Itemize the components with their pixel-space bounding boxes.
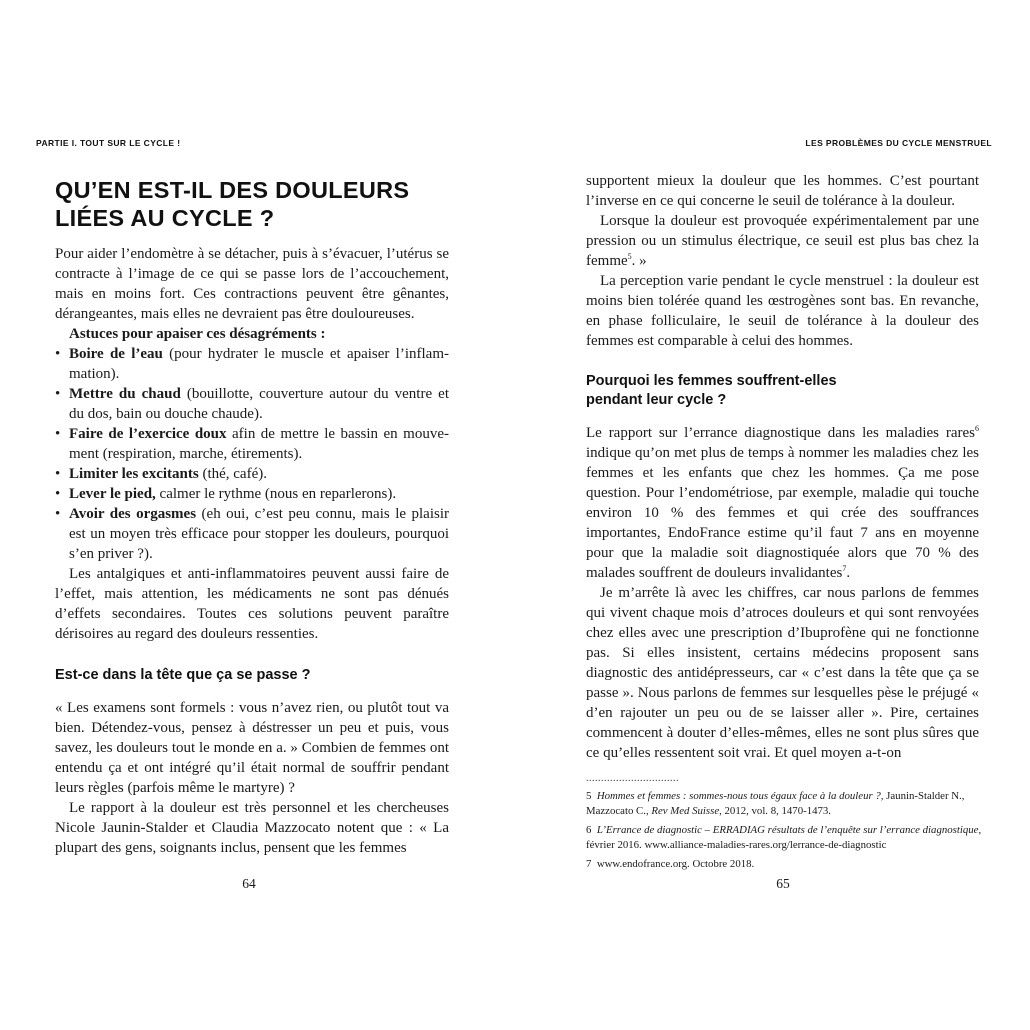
tip-bold: Limiter les excitants xyxy=(69,466,199,482)
running-head-right: LES PROBLÈMES DU CYCLE MENSTRUEL xyxy=(805,138,992,148)
footnotes xyxy=(586,775,982,877)
section-heading-line-1: Pourquoi les femmes souffrent-elles xyxy=(586,373,837,389)
tip-text: calmer le rythme (nous en reparlerons). xyxy=(155,486,397,502)
tip-text: (thé, café). xyxy=(198,466,267,482)
footnote-ref-7: 7 xyxy=(842,564,847,573)
footnote-7 xyxy=(586,857,982,872)
list-item xyxy=(55,344,449,384)
bullet-dot: • xyxy=(55,486,61,502)
bullet-dot: • xyxy=(55,466,61,482)
footnote-number: 5 xyxy=(586,790,592,802)
footnote-italic: Hommes et femmes : sommes-nous tous égaux face à la douleur ?, xyxy=(596,790,884,802)
chapter-title xyxy=(55,176,449,232)
footnote-text: , février 2016. www.alliance-maladies-rares.org/lerrance-de-diagnostic xyxy=(586,824,982,851)
footnote-italic-2: Rev Med Suisse xyxy=(651,804,720,817)
douleur-provoquee-end: . » xyxy=(631,253,647,269)
page-number-right: 65 xyxy=(776,876,790,891)
footnote-text: www.endofrance.org. Octobre 2018. xyxy=(596,858,755,870)
list-item xyxy=(55,384,449,424)
chapter-title-line-1: QU’EN EST-IL DES DOULEURS xyxy=(55,177,410,203)
examens-paragraph: « Les examens sont formels : vous n’avez rien, ou plutôt tout va bien. Détendez-vous, pensez à déstresser un peu et puis, vous savez, les douleurs tout le monde en a. » Combien de femmes ont entendu ça et ont intégré qu’il était normal de souffrir pendant leurs règles (parfois même le martyre) ? xyxy=(55,700,449,796)
bullet-dot: • xyxy=(55,346,61,362)
tip-bold: Mettre du chaud xyxy=(69,386,181,402)
tips-heading: Astuces pour apaiser ces désagréments : xyxy=(69,326,326,342)
list-item xyxy=(55,424,449,464)
errance-text-a: Le rapport sur l’errance diagnostique dans les maladies rares xyxy=(586,425,975,441)
antalgiques-paragraph: Les antalgiques et anti-inflammatoires peuvent aussi faire de l’effet, mais attention, les médicaments ne sont pas dénués d’effets secondaires. Toutes ces solutions peuvent paraître dérisoires au regard des douleurs ressenties. xyxy=(55,566,449,642)
tips-list xyxy=(55,344,449,564)
right-page xyxy=(515,0,1030,1030)
footnote-text-2: , 2012, vol. 8, 1470-1473. xyxy=(719,804,831,817)
intro-paragraph: Pour aider l’endomètre à se détacher, puis à s’évacuer, l’utérus se contracte à l’image de ce qui se passe lors de l’accouchement, mais en moins fort. Ces contractions peuvent être gênantes, dérangeantes, mais elles ne devraient pas être douloureuses. xyxy=(55,246,449,322)
footnote-rule: ............................... xyxy=(586,773,679,784)
running-head-left: PARTIE I. TOUT SUR LE CYCLE ! xyxy=(36,138,181,148)
left-column xyxy=(55,176,449,858)
section-heading-line-2: pendant leur cycle ? xyxy=(586,392,727,408)
section-heading-tete: Est-ce dans la tête que ça se passe ? xyxy=(55,667,311,683)
tip-text: afin de mettre le bassin en mouvement (respiration, marche, étirements). xyxy=(69,426,449,462)
footnote-number: 6 xyxy=(586,824,592,836)
section-heading-pourquoi xyxy=(586,372,979,410)
footnote-6 xyxy=(586,823,982,852)
right-column xyxy=(586,171,979,763)
tip-bold: Faire de l’exercice doux xyxy=(69,426,227,442)
tip-bold: Lever le pied, xyxy=(69,486,156,502)
errance-text-b: indique qu’on met plus de temps à nommer les maladies chez les femmes et les enfants que chez les hommes. Ça me pose question. Pour l’endométriose, par exemple, maladie qui touche environ 10 % des femmes et qui crée des souffrances importantes, EndoFrance estime qu’il faut 7 ans en moyenne pour que la maladie soit diagnostiquée alors que 70 % des malades souffrent de douleurs invalidantes xyxy=(586,445,979,581)
tip-bold: Boire de l’eau xyxy=(69,346,163,362)
errance-paragraph xyxy=(586,423,979,583)
list-item xyxy=(55,464,449,484)
rapport-paragraph: Le rapport à la douleur est très personnel et les chercheuses Nicole Jaunin-Stalder et Claudia Mazzocato notent que : « La plupart des gens, soignants inclus, pensent que les femmes xyxy=(55,800,449,856)
list-item xyxy=(55,484,449,504)
footnote-italic: L’Errance de diagnostic – ERRADIAG résultats de l’enquête sur l’errance diagnostique xyxy=(596,824,979,836)
footnote-text: Jaunin-Stalder N., Mazzocato C., xyxy=(586,790,965,817)
footnote-ref-6: 6 xyxy=(975,424,979,433)
perception-paragraph: La perception varie pendant le cycle menstruel : la douleur est moins bien tolérée quand les œstrogènes sont bas. En revanche, en phase folliculaire, le seuil de tolérance à la douleur des femmes est comparable à celui des hommes. xyxy=(586,273,979,349)
tip-text: (bouillotte, couverture autour du ventre et du dos, bain ou douche chaude). xyxy=(69,386,449,422)
chiffres-paragraph: Je m’arrête là avec les chiffres, car nous parlons de femmes qui vivent chaque mois d’atroces douleurs et qui sont renvoyées chez elles avec une prescription d’Ibuprofène qui ne fonctionne pas. Si elles insistent, certains médecins proposent sans diagnostic des antidépresseurs, car « c’est dans la tête que ça se passe ». Nous parlons de femmes sur lesquelles pèse le préjugé « d’en rajouter un peu ou de se laisser aller ». Pire, certaines commencent à douter d’elles-mêmes, elles ne sont plus sûres que ce qu’elles ressentent soit vrai. Et quel moyen a-t-on xyxy=(586,585,979,761)
bullet-dot: • xyxy=(55,386,61,402)
bullet-dot: • xyxy=(55,426,61,442)
douleur-provoquee-paragraph xyxy=(586,211,979,271)
douleur-provoquee-text: Lorsque la douleur est provoquée expérimentalement par une pression ou un stimulus électrique, ce seuil est plus bas chez la femme xyxy=(586,213,979,269)
footnote-ref-5: 5 xyxy=(627,252,632,261)
chapter-title-line-2: LIÉES AU CYCLE ? xyxy=(55,205,275,231)
footnote-number: 7 xyxy=(586,858,592,870)
continuation-paragraph: supportent mieux la douleur que les hommes. C’est pourtant l’inverse en ce qui concerne le seuil de tolérance à la douleur. xyxy=(586,173,979,209)
bullet-dot: • xyxy=(55,506,61,522)
tip-bold: Avoir des orgasmes xyxy=(69,506,197,522)
tip-text: (eh oui, c’est peu connu, mais le plaisir est un moyen très efficace pour stopper les douleurs, pourquoi s’en priver ?). xyxy=(69,506,449,562)
tip-text: (pour hydrater le muscle et apaiser l’inflammation). xyxy=(69,346,449,382)
footnote-5 xyxy=(586,789,982,818)
page-number-left: 64 xyxy=(242,876,256,891)
list-item xyxy=(55,504,449,564)
errance-end: . xyxy=(846,565,851,581)
